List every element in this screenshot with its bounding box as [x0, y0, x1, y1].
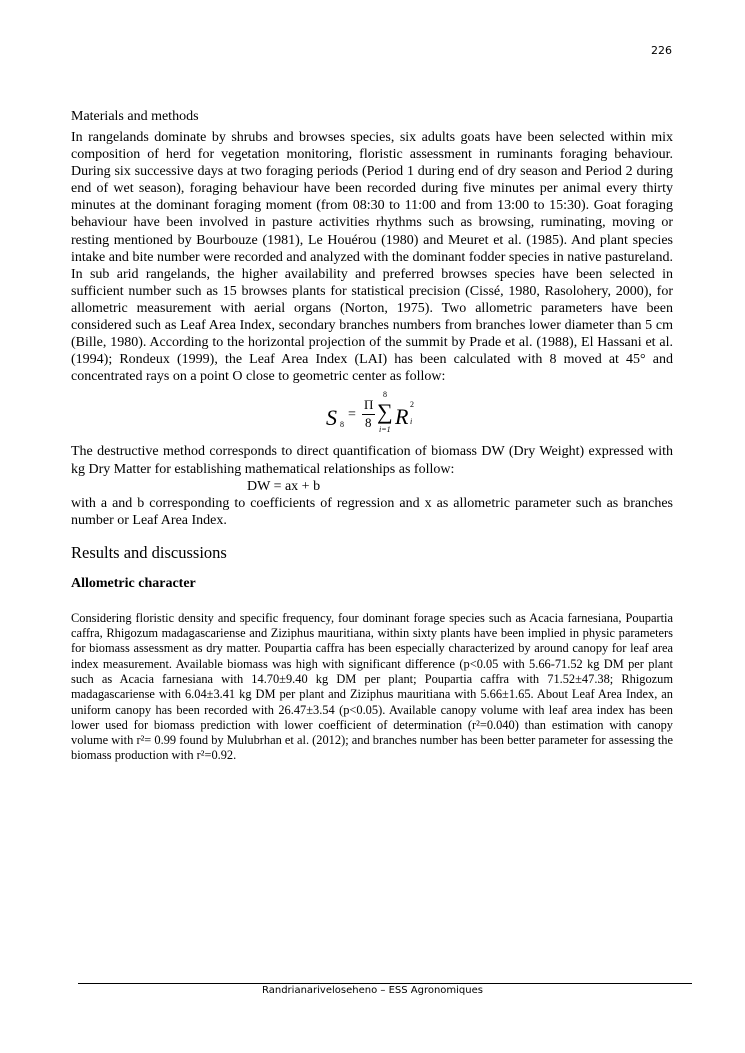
equation-sum-lower: i=1	[379, 425, 391, 435]
equation-s: S	[326, 405, 337, 431]
footer-text: Randrianariveloseheno – ESS Agronomiques	[262, 985, 483, 996]
equation-sum-upper: 8	[383, 390, 387, 400]
equation-r-superscript: 2	[410, 400, 414, 410]
footer-rule	[78, 983, 692, 984]
methods-paragraph-1: In rangelands dominate by shrubs and browses species, six adults goats have been selected within mix composition of herd for vegetation monitoring, floristic assessment in ruminants foraging behaviour. During six successive days at two foraging periods (Period 1 during end of dry season and Period 2 during end of wet season), foraging behaviour have been recorded during five minutes per animal every thirty minutes at the dominant foraging moment (from 08:30 to 11:00 and from 13:00 to 15:30). Goat foraging behaviour have been involved in pasture activities rhythms such as browsing, ruminating, moving or resting mentioned by Bourbouze (1981), Le Houérou (1980) and Meuret et al. (1985). And plant species intake and bite number were recorded and analyzed with the dominant fodder species in native pastureland. In sub arid rangelands, the higher availability and preferred browses species have been selected in sufficient number such as 15 browses plants for statistical precision (Cissé, 1980, Rasolohery, 2000), for allometric measurement with aerial organs (Norton, 1975). Two allometric parameters have been considered such as Leaf Area Index, secondary branches numbers from branches lower diameter than 5 cm (Bille, 1980). According to the horizontal projection of the summit by Prade et al. (1988), El Hassani et al. (1994); Rondeux (1999), the Leaf Area Index (LAI) has been calculated with 8 moved at 45° and concentrated rays on a point O close to geometric center as follow:	[71, 130, 673, 385]
methods-paragraph-3: with a and b corresponding to coefficients of regression and x as allometric parameter such as branches number or Leaf Area Index.	[71, 495, 673, 528]
equation-sum-sign: ∑	[377, 399, 393, 425]
results-paragraph: Considering floristic density and specific frequency, four dominant forage species such as Acacia farnesiana, Poupartia caffra, Rhigozum madagascariense and Ziziphus mauritiana, within sixty plants have been implied in physic parameters for biomass assessment as dry matter. Poupartia caffra has been especially characterized by around canopy for leaf area index measurement. Available biomass was high with significant difference (p<0.05 with 5.66-71.52 kg DM per plant such as Acacia farnesiana with 14.70±9.40 kg DM per plant; Poupartia caffra with 71.52±47.38; Rhigozum madagascariense with 6.04±3.41 kg DM per plant and Ziziphus mauritiana with 5.66±1.65. About Leaf Area Index, an uniform canopy has been recorded with 26.47±3.54 (p<0.05). Available canopy volume with leaf area index has been lower used for biomass prediction with lower coefficient of determination (r²=0.040) than estimation with canopy volume with r²= 0.99 found by Mulubrhan et al. (2012); and branches number has been better parameter for assessing the biomass production with r²=0.92.	[71, 610, 673, 763]
equation-pi: Π	[364, 397, 374, 413]
main-content	[71, 108, 673, 764]
equation-box	[326, 387, 426, 441]
page-number: 226	[651, 44, 672, 57]
equation-r-subscript: i	[410, 417, 413, 427]
equation-r: R	[395, 404, 409, 430]
allometric-subheading: Allometric character	[71, 575, 196, 591]
dw-formula: DW = ax + b	[247, 478, 321, 494]
equation-equals: =	[348, 407, 356, 423]
results-heading: Results and discussions	[71, 542, 227, 562]
equation-denominator: 8	[365, 415, 372, 431]
methods-paragraph-2: The destructive method corresponds to direct quantification of biomass DW (Dry Weight) expressed with kg Dry Matter for establishing mathematical relationships as follow:	[71, 444, 673, 477]
methods-heading: Materials and methods	[71, 109, 199, 124]
equation-s-subscript: 8	[340, 420, 344, 430]
lai-equation	[71, 387, 673, 443]
